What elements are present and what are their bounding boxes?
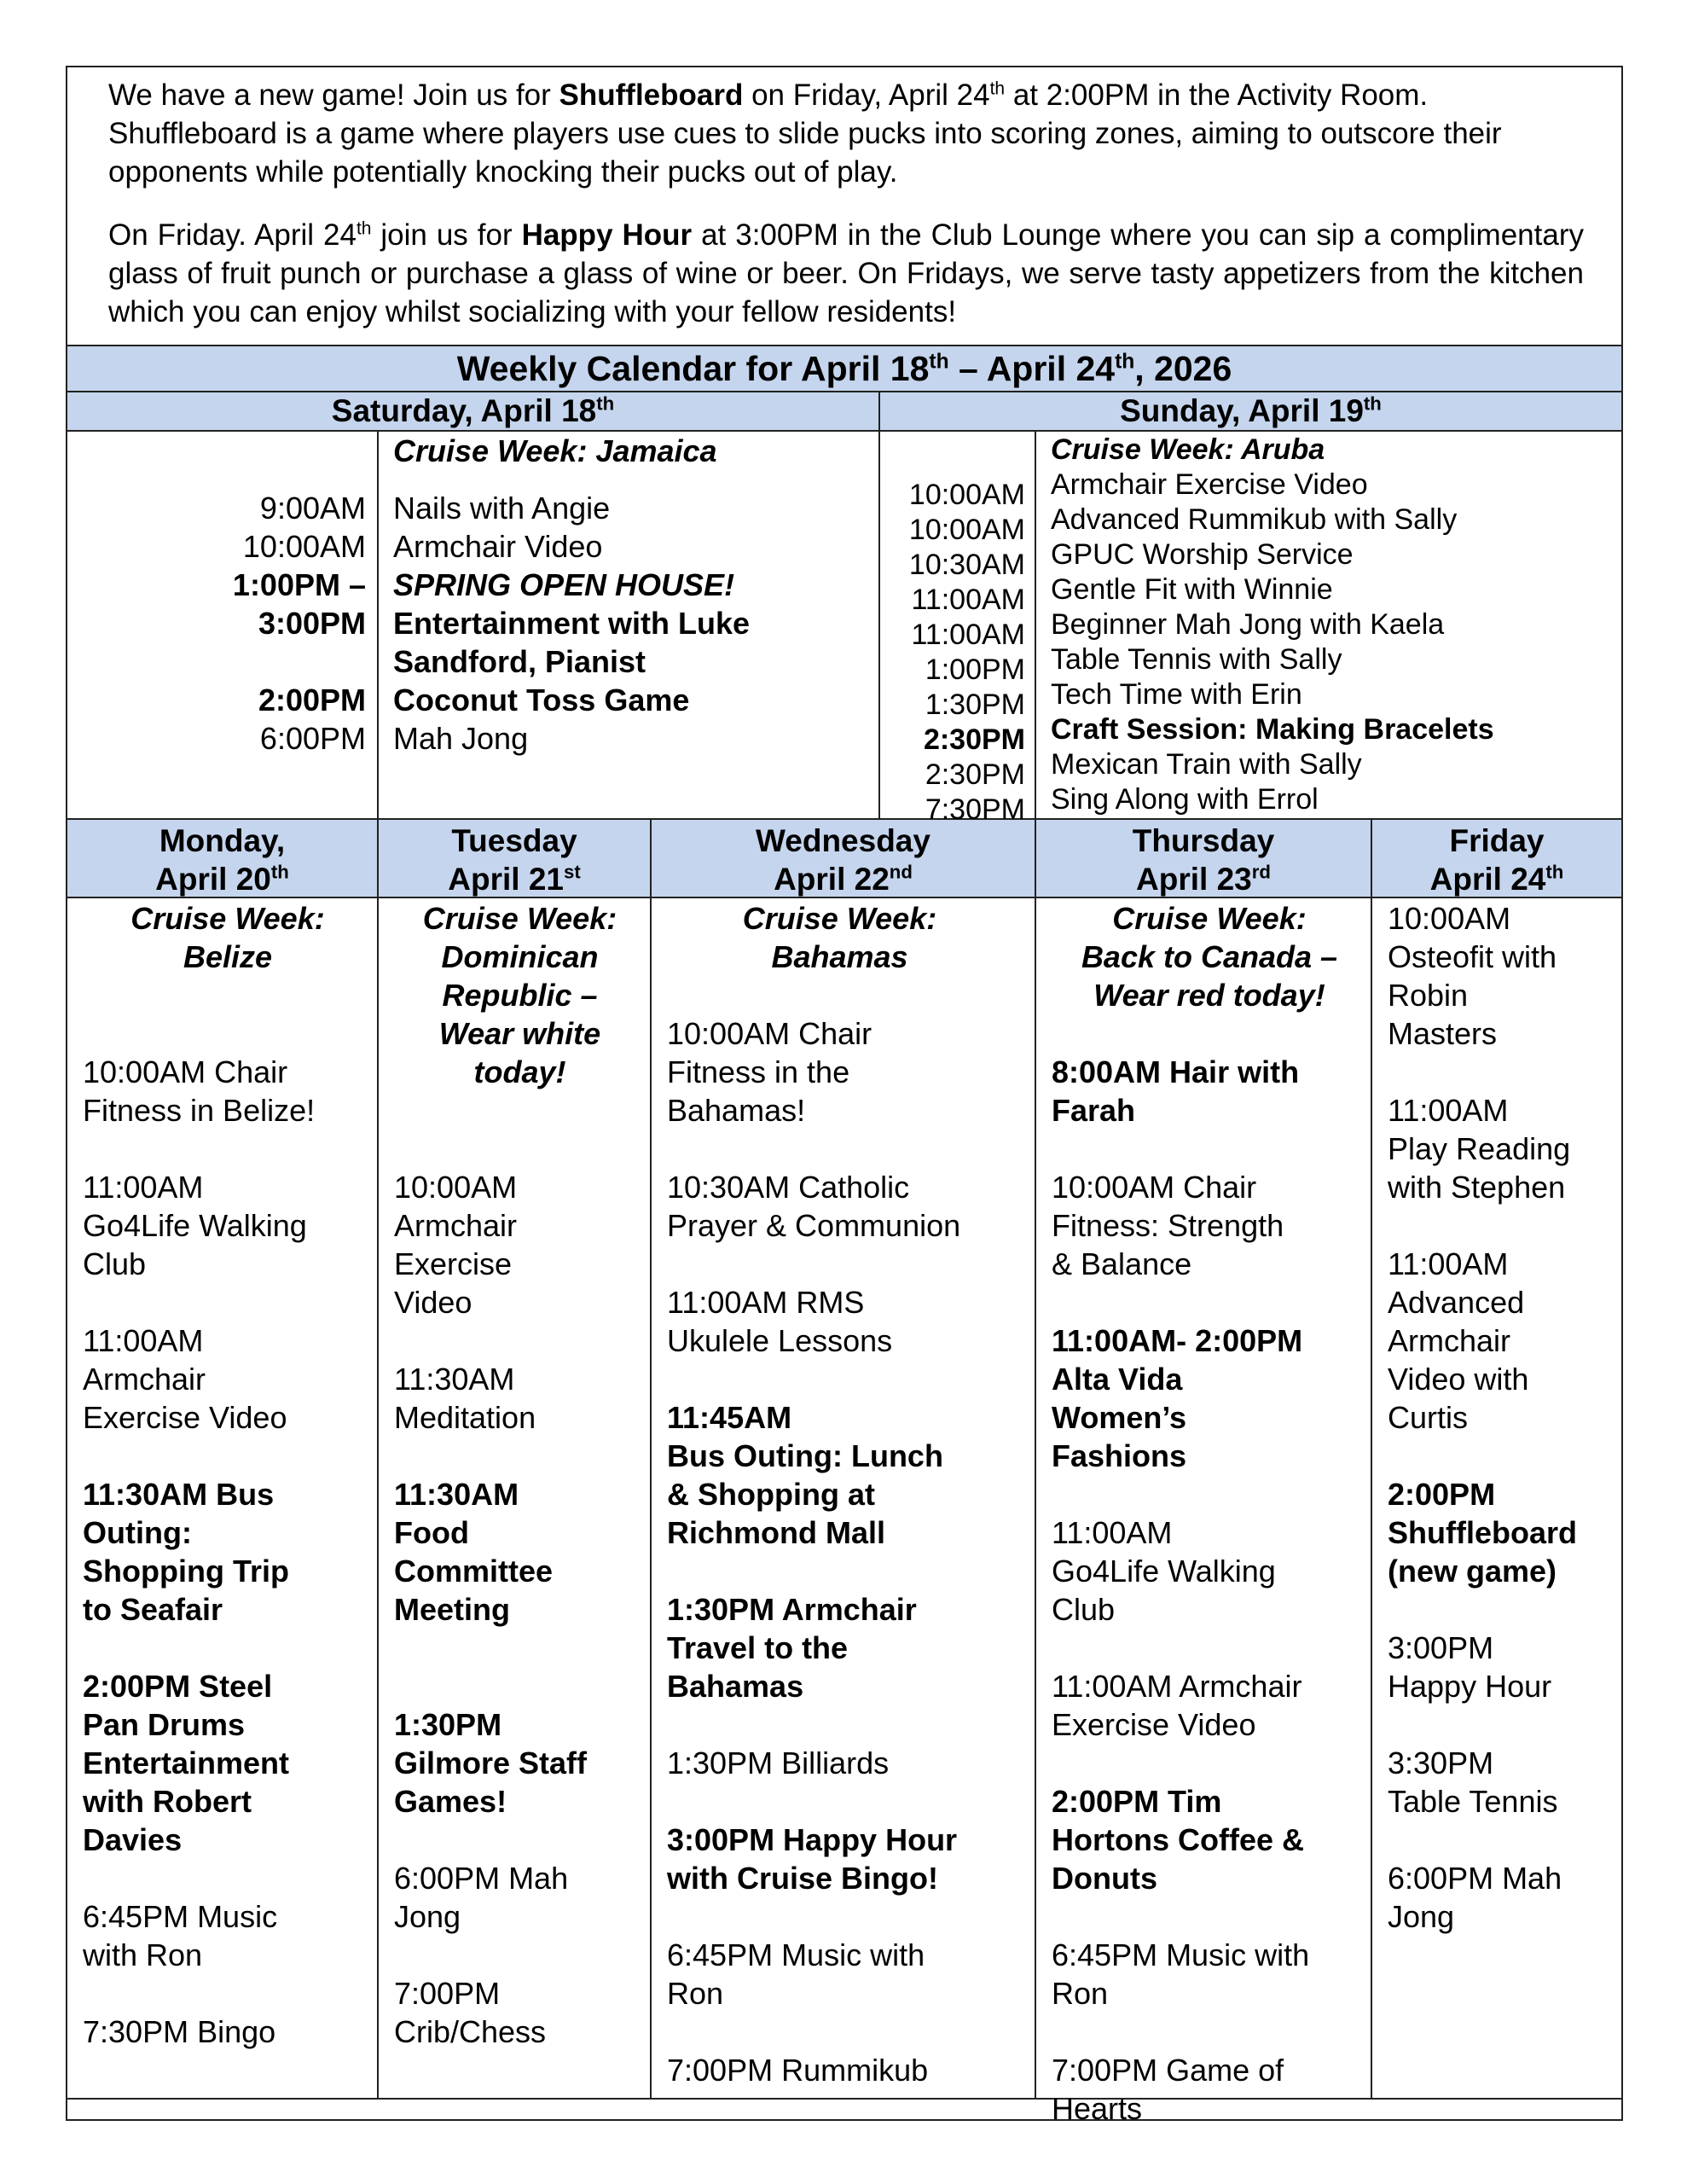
intro-paragraph-happy-hour: On Friday. April 24th join us for Happy Hour at 3:00PM in the Club Lounge where you can sip a complimentary glass of fruit punch or purchase a glass of wine or beer. On Fridays, we serve tasty appetizers from the kitchen which you can enjoy whilst socializing with your fellow residents! [108,218,1584,328]
saturday-theme: Cruise Week: Jamaica [393,433,717,468]
header-wednesday: Wednesday April 22nd [756,823,930,897]
wednesday-column: Cruise Week: Bahamas 10:00AM Chair Fitness in the Bahamas! 10:30AM Catholic Prayer & Communion 11:00AM RMS Ukulele Lessons 11:45AM Bus Outing: Lunch & Shopping at Richmond Mall 1:30PM Armchair Travel to the Bahamas 1:30PM Billiards 3:00PM Happy Hour with Cruise Bingo! 6:45PM Music with Ron 7:00PM Rummikub [667,901,961,2088]
tuesday-column: Cruise Week: Dominican Republic – Wear white today! 10:00AM Armchair Exercise Video 11:30AM Meditation 11:30AM Food Committee Meeting 1:30PM Gilmore Staff Games! 6:00PM Mah Jong 7:00PM Crib/Chess [394,901,617,2049]
header-friday: Friday April 24th [1429,823,1564,897]
header-monday: Monday, April 20th [155,823,289,897]
thursday-column: Cruise Week: Back to Canada – Wear red today! 8:00AM Hair with Farah 10:00AM Chair Fitness: Strength & Balance 11:00AM- 2:00PM Alta Vida Women’s Fashions 11:00AM Go4Life Walking Club 11:00AM Armchair Exercise Video 2:00PM Tim Hortons Coffee & Donuts 6:45PM Music with Ron 7:00PM Game of Hearts [1052,901,1338,2126]
sunday-theme: Cruise Week: Aruba [1051,433,1325,466]
header-sunday: Sunday, April 19th [1120,392,1382,428]
saturday-events: Nails with Angie Armchair Video SPRING OPEN HOUSE! Entertainment with Luke Sandford, Pianist Coconut Toss Game Mah Jong [393,491,751,756]
intro-paragraph-shuffleboard: We have a new game! Join us for Shuffleboard on Friday, April 24th at 2:00PM in the Activity Room. Shuffleboard is a game where players use cues to slide pucks into scoring zones, aiming to outscore their opponents while potentially knocking their pucks out of play. [108,78,1502,189]
friday-column: 10:00AM Osteofit with Robin Masters 11:00AM Play Reading with Stephen 11:00AM Advanced Armchair Video with Curtis 2:00PM Shuffleboard (new game) 3:00PM Happy Hour 3:30PM Table Tennis 6:00PM Mah Jong [1388,901,1577,1934]
calendar-title: Weekly Calendar for April 18th – April 24th, 2026 [456,349,1232,388]
calendar-sheet [66,66,1623,2126]
header-tuesday: Tuesday April 21st [448,823,581,897]
saturday-times: 9:00AM 10:00AM 1:00PM – 3:00PM 2:00PM 6:00PM [232,491,366,756]
sunday-events: Armchair Exercise Video Advanced Rummikub with Sally GPUC Worship Service Gentle Fit with Winnie Beginner Mah Jong with Kaela Table Tennis with Sally Tech Time with Erin Craft Session: Making Bracelets Mexican Train with Sally Sing Along with Errol [1051,468,1494,816]
header-saturday: Saturday, April 18th [331,392,615,428]
monday-column: Cruise Week: Belize 10:00AM Chair Fitness in Belize! 11:00AM Go4Life Walking Club 11:00AM Armchair Exercise Video 11:30AM Bus Outing: Shopping Trip to Seafair 2:00PM Steel Pan Drums Entertainment with Robert Davies 6:45PM Music with Ron 7:30PM Bingo [83,901,325,2049]
header-thursday: Thursday April 23rd [1132,823,1275,897]
sunday-times: 10:00AM 10:00AM 10:30AM 11:00AM 11:00AM 1:00PM 1:30PM 2:30PM 2:30PM 7:30PM [908,479,1025,826]
